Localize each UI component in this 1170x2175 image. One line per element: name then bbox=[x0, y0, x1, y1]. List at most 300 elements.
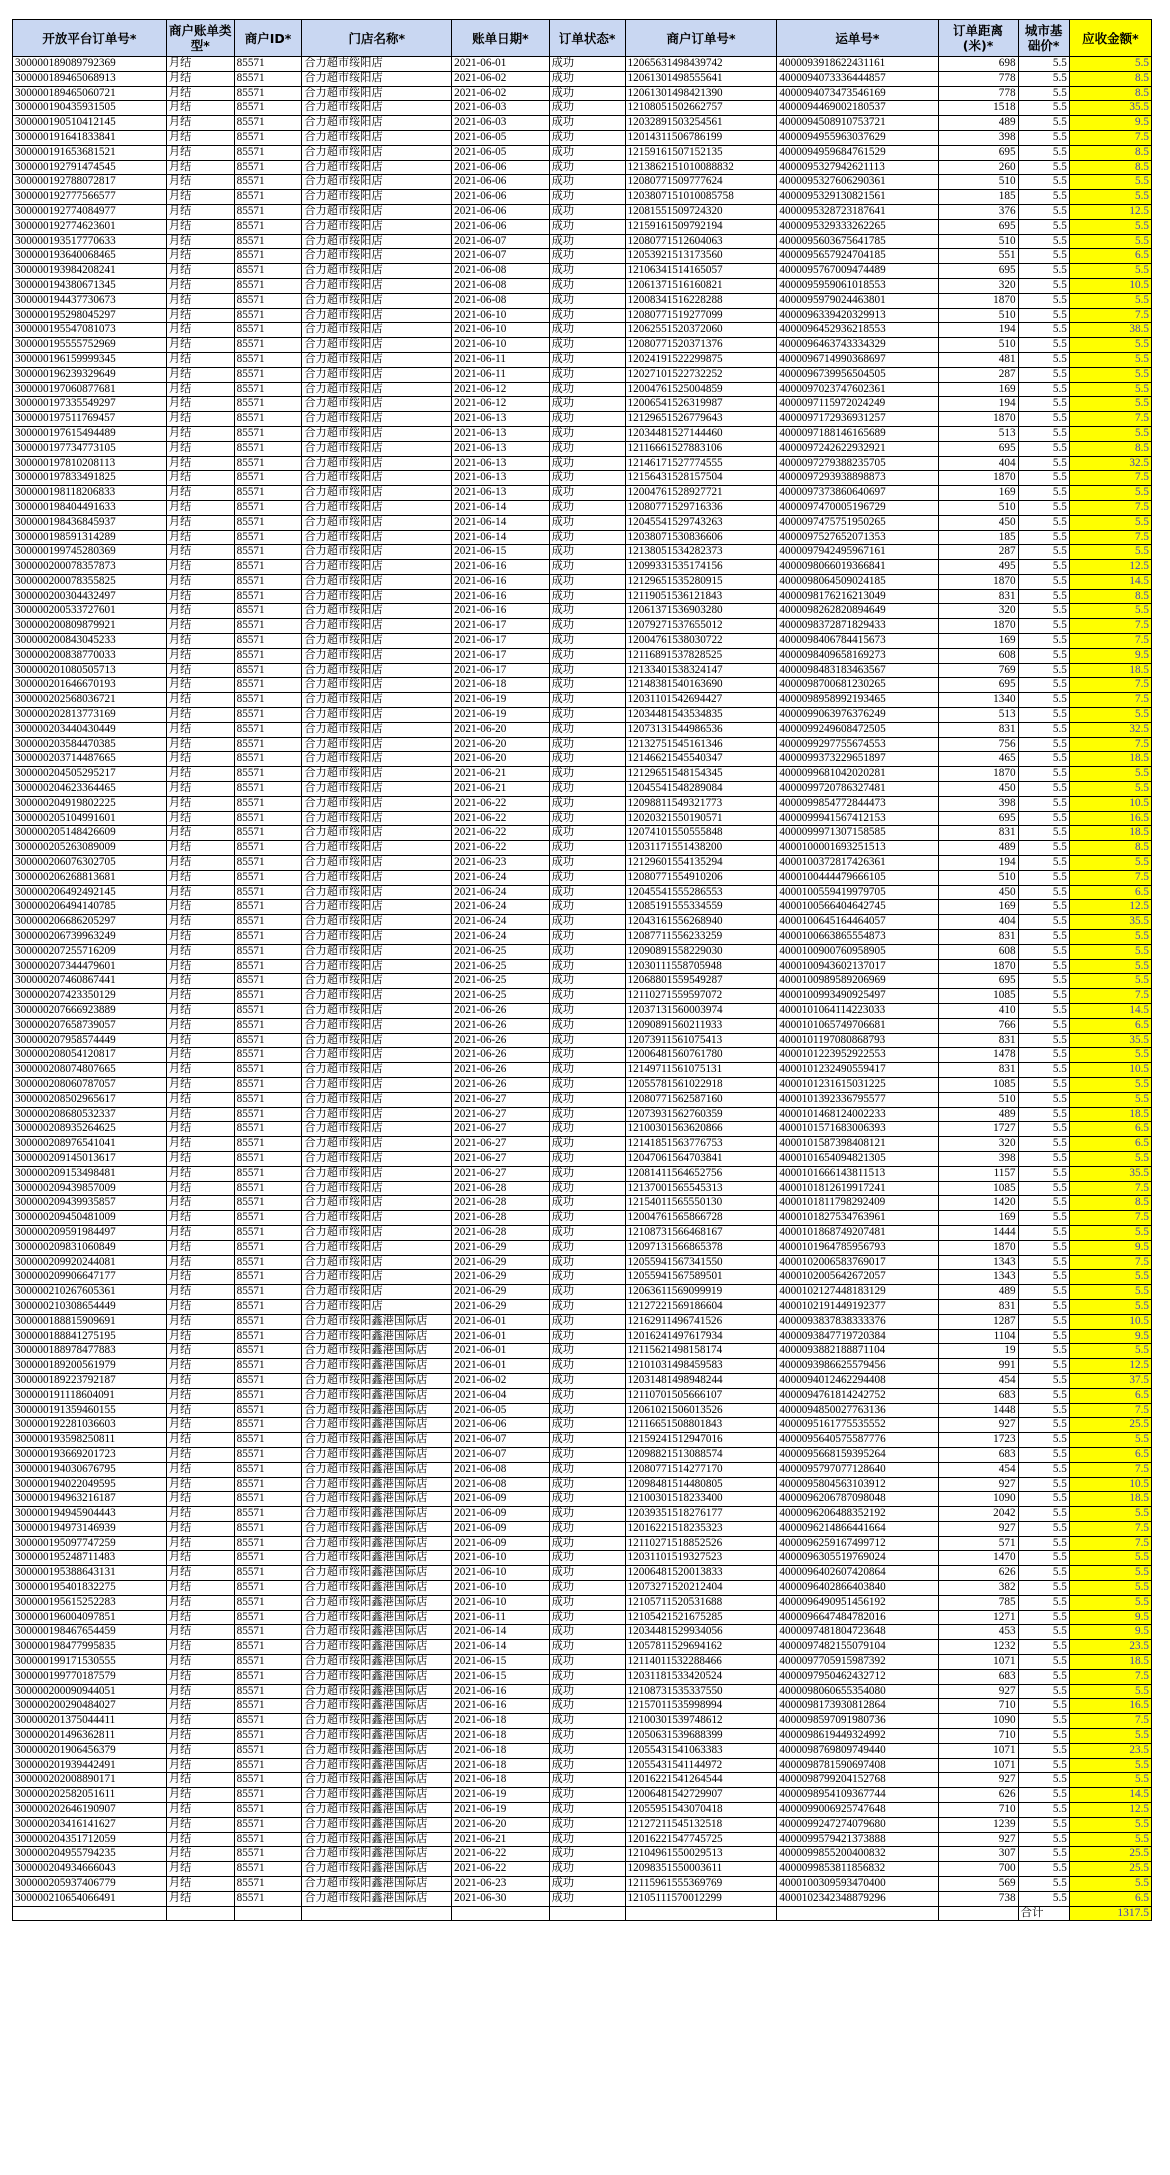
cell-open-order-id[interactable]: 300000197060877681 bbox=[13, 382, 167, 397]
cell-base-price[interactable]: 5.5 bbox=[1018, 145, 1069, 160]
cell-waybill-id[interactable]: 4000101666143811513 bbox=[777, 1166, 938, 1181]
cell-open-order-id[interactable]: 300000194963216187 bbox=[13, 1492, 167, 1507]
cell-distance[interactable]: 510 bbox=[938, 1092, 1018, 1107]
cell-receivable-amount[interactable]: 10.5 bbox=[1069, 1314, 1151, 1329]
cell-merchant-id[interactable]: 85571 bbox=[234, 1033, 302, 1048]
cell-store-name[interactable]: 合力超市绥阳鑫港国际店 bbox=[302, 1699, 452, 1714]
cell-merchant-order-id[interactable]: 12081411564652756 bbox=[625, 1166, 777, 1181]
cell-open-order-id[interactable]: 300000196004097851 bbox=[13, 1610, 167, 1625]
cell-waybill-id[interactable]: 4000099063976376249 bbox=[777, 708, 938, 723]
cell-distance[interactable]: 398 bbox=[938, 1151, 1018, 1166]
cell-merchant-id[interactable]: 85571 bbox=[234, 1803, 302, 1818]
cell-order-status[interactable]: 成功 bbox=[549, 441, 625, 456]
cell-waybill-id[interactable]: 4000099855200400832 bbox=[777, 1847, 938, 1862]
cell-base-price[interactable]: 5.5 bbox=[1018, 441, 1069, 456]
cell-distance[interactable]: 404 bbox=[938, 456, 1018, 471]
cell-base-price[interactable]: 5.5 bbox=[1018, 1314, 1069, 1329]
cell-open-order-id[interactable]: 300000189089792369 bbox=[13, 57, 167, 72]
cell-receivable-amount[interactable]: 35.5 bbox=[1069, 1033, 1151, 1048]
cell-store-name[interactable]: 合力超市绥阳店 bbox=[302, 308, 452, 323]
cell-merchant-order-id[interactable]: 12106341514165057 bbox=[625, 264, 777, 279]
cell-distance[interactable]: 1448 bbox=[938, 1403, 1018, 1418]
cell-order-status[interactable]: 成功 bbox=[549, 930, 625, 945]
total-amount[interactable]: 1317.5 bbox=[1069, 1906, 1151, 1921]
cell-distance[interactable]: 489 bbox=[938, 1107, 1018, 1122]
cell-merchant-id[interactable]: 85571 bbox=[234, 160, 302, 175]
cell-store-name[interactable]: 合力超市绥阳店 bbox=[302, 101, 452, 116]
cell-waybill-id[interactable]: 4000100993490925497 bbox=[777, 989, 938, 1004]
cell-order-status[interactable]: 成功 bbox=[549, 1329, 625, 1344]
cell-base-price[interactable]: 5.5 bbox=[1018, 1655, 1069, 1670]
cell-receivable-amount[interactable]: 5.5 bbox=[1069, 426, 1151, 441]
cell-merchant-id[interactable]: 85571 bbox=[234, 930, 302, 945]
cell-open-order-id[interactable]: 300000208502965617 bbox=[13, 1092, 167, 1107]
cell-distance[interactable]: 450 bbox=[938, 515, 1018, 530]
cell-receivable-amount[interactable]: 5.5 bbox=[1069, 367, 1151, 382]
cell-distance[interactable]: 513 bbox=[938, 708, 1018, 723]
cell-base-price[interactable]: 5.5 bbox=[1018, 264, 1069, 279]
cell-store-name[interactable]: 合力超市绥阳鑫港国际店 bbox=[302, 1418, 452, 1433]
cell-bill-type[interactable]: 月结 bbox=[166, 1122, 234, 1137]
cell-store-name[interactable]: 合力超市绥阳店 bbox=[302, 1018, 452, 1033]
cell-merchant-id[interactable]: 85571 bbox=[234, 57, 302, 72]
cell-waybill-id[interactable]: 4000095329130821561 bbox=[777, 190, 938, 205]
cell-distance[interactable]: 695 bbox=[938, 145, 1018, 160]
cell-base-price[interactable]: 5.5 bbox=[1018, 382, 1069, 397]
cell-open-order-id[interactable]: 300000191641833841 bbox=[13, 130, 167, 145]
cell-merchant-order-id[interactable]: 12133401538324147 bbox=[625, 663, 777, 678]
cell-open-order-id[interactable]: 300000189200561979 bbox=[13, 1359, 167, 1374]
cell-base-price[interactable]: 5.5 bbox=[1018, 175, 1069, 190]
cell-bill-type[interactable]: 月结 bbox=[166, 1004, 234, 1019]
cell-open-order-id[interactable]: 300000197810208113 bbox=[13, 456, 167, 471]
cell-merchant-id[interactable]: 85571 bbox=[234, 1018, 302, 1033]
cell-bill-type[interactable]: 月结 bbox=[166, 1729, 234, 1744]
cell-bill-type[interactable]: 月结 bbox=[166, 782, 234, 797]
cell-waybill-id[interactable]: 4000101223952922553 bbox=[777, 1048, 938, 1063]
cell-bill-type[interactable]: 月结 bbox=[166, 1788, 234, 1803]
cell-merchant-id[interactable]: 85571 bbox=[234, 722, 302, 737]
header-order-status[interactable]: 订单状态* bbox=[549, 20, 625, 57]
cell-base-price[interactable]: 5.5 bbox=[1018, 648, 1069, 663]
cell-store-name[interactable]: 合力超市绥阳店 bbox=[302, 1122, 452, 1137]
cell-base-price[interactable]: 5.5 bbox=[1018, 1255, 1069, 1270]
cell-receivable-amount[interactable]: 5.5 bbox=[1069, 1817, 1151, 1832]
cell-receivable-amount[interactable]: 7.5 bbox=[1069, 471, 1151, 486]
cell-store-name[interactable]: 合力超市绥阳鑫港国际店 bbox=[302, 1329, 452, 1344]
cell-store-name[interactable]: 合力超市绥阳店 bbox=[302, 204, 452, 219]
cell-open-order-id[interactable]: 300000195388643131 bbox=[13, 1566, 167, 1581]
cell-open-order-id[interactable]: 300000208074807665 bbox=[13, 1063, 167, 1078]
cell-distance[interactable]: 185 bbox=[938, 530, 1018, 545]
cell-distance[interactable]: 991 bbox=[938, 1359, 1018, 1374]
cell-merchant-order-id[interactable]: 12045541529743263 bbox=[625, 515, 777, 530]
cell-distance[interactable]: 465 bbox=[938, 752, 1018, 767]
cell-receivable-amount[interactable]: 35.5 bbox=[1069, 101, 1151, 116]
cell-merchant-order-id[interactable]: 12127221569186604 bbox=[625, 1299, 777, 1314]
cell-open-order-id[interactable]: 300000207255716209 bbox=[13, 944, 167, 959]
cell-receivable-amount[interactable]: 12.5 bbox=[1069, 560, 1151, 575]
cell-merchant-order-id[interactable]: 12031481498948244 bbox=[625, 1373, 777, 1388]
cell-merchant-id[interactable]: 85571 bbox=[234, 1166, 302, 1181]
cell-base-price[interactable]: 5.5 bbox=[1018, 1077, 1069, 1092]
cell-receivable-amount[interactable]: 10.5 bbox=[1069, 1477, 1151, 1492]
cell-waybill-id[interactable]: 4000095328723187641 bbox=[777, 204, 938, 219]
cell-bill-type[interactable]: 月结 bbox=[166, 604, 234, 619]
cell-distance[interactable]: 1085 bbox=[938, 1181, 1018, 1196]
cell-bill-type[interactable]: 月结 bbox=[166, 101, 234, 116]
cell-base-price[interactable]: 5.5 bbox=[1018, 397, 1069, 412]
cell-base-price[interactable]: 5.5 bbox=[1018, 708, 1069, 723]
cell-order-status[interactable]: 成功 bbox=[549, 1595, 625, 1610]
cell-bill-type[interactable]: 月结 bbox=[166, 1521, 234, 1536]
cell-base-price[interactable]: 5.5 bbox=[1018, 782, 1069, 797]
cell-receivable-amount[interactable]: 12.5 bbox=[1069, 900, 1151, 915]
cell-bill-type[interactable]: 月结 bbox=[166, 811, 234, 826]
cell-receivable-amount[interactable]: 35.5 bbox=[1069, 1166, 1151, 1181]
cell-distance[interactable]: 695 bbox=[938, 264, 1018, 279]
cell-merchant-id[interactable]: 85571 bbox=[234, 1314, 302, 1329]
cell-store-name[interactable]: 合力超市绥阳店 bbox=[302, 574, 452, 589]
cell-order-status[interactable]: 成功 bbox=[549, 1640, 625, 1655]
cell-order-status[interactable]: 成功 bbox=[549, 1196, 625, 1211]
cell-bill-date[interactable]: 2021-06-24 bbox=[452, 870, 549, 885]
cell-bill-date[interactable]: 2021-06-07 bbox=[452, 234, 549, 249]
cell-receivable-amount[interactable]: 18.5 bbox=[1069, 752, 1151, 767]
cell-base-price[interactable]: 5.5 bbox=[1018, 1862, 1069, 1877]
cell-distance[interactable]: 185 bbox=[938, 190, 1018, 205]
cell-distance[interactable]: 710 bbox=[938, 1699, 1018, 1714]
cell-bill-date[interactable]: 2021-06-10 bbox=[452, 338, 549, 353]
cell-store-name[interactable]: 合力超市绥阳店 bbox=[302, 323, 452, 338]
cell-bill-type[interactable]: 月结 bbox=[166, 1270, 234, 1285]
cell-store-name[interactable]: 合力超市绥阳鑫港国际店 bbox=[302, 1832, 452, 1847]
cell-bill-date[interactable]: 2021-06-29 bbox=[452, 1255, 549, 1270]
cell-merchant-order-id[interactable]: 12055941567589501 bbox=[625, 1270, 777, 1285]
cell-waybill-id[interactable]: 4000096647484782016 bbox=[777, 1610, 938, 1625]
cell-bill-date[interactable]: 2021-06-18 bbox=[452, 1743, 549, 1758]
cell-merchant-id[interactable]: 85571 bbox=[234, 293, 302, 308]
cell-waybill-id[interactable]: 4000098066019366841 bbox=[777, 560, 938, 575]
cell-base-price[interactable]: 5.5 bbox=[1018, 1373, 1069, 1388]
cell-waybill-id[interactable]: 4000100444479666105 bbox=[777, 870, 938, 885]
cell-waybill-id[interactable]: 4000099854772844473 bbox=[777, 796, 938, 811]
cell-receivable-amount[interactable]: 8.5 bbox=[1069, 1196, 1151, 1211]
cell-waybill-id[interactable]: 4000100900760958905 bbox=[777, 944, 938, 959]
cell-receivable-amount[interactable]: 37.5 bbox=[1069, 1373, 1151, 1388]
cell-open-order-id[interactable]: 300000206686205297 bbox=[13, 915, 167, 930]
cell-order-status[interactable]: 成功 bbox=[549, 1137, 625, 1152]
cell-store-name[interactable]: 合力超市绥阳鑫港国际店 bbox=[302, 1743, 452, 1758]
cell-merchant-order-id[interactable]: 12116891537828525 bbox=[625, 648, 777, 663]
cell-store-name[interactable]: 合力超市绥阳店 bbox=[302, 930, 452, 945]
cell-bill-type[interactable]: 月结 bbox=[166, 397, 234, 412]
cell-bill-type[interactable]: 月结 bbox=[166, 338, 234, 353]
cell-merchant-order-id[interactable]: 1203807151010085758 bbox=[625, 190, 777, 205]
cell-distance[interactable]: 1071 bbox=[938, 1743, 1018, 1758]
cell-receivable-amount[interactable]: 5.5 bbox=[1069, 219, 1151, 234]
cell-bill-type[interactable]: 月结 bbox=[166, 308, 234, 323]
cell-distance[interactable]: 169 bbox=[938, 900, 1018, 915]
cell-bill-date[interactable]: 2021-06-14 bbox=[452, 500, 549, 515]
cell-waybill-id[interactable]: 4000101232490559417 bbox=[777, 1063, 938, 1078]
cell-bill-type[interactable]: 月结 bbox=[166, 796, 234, 811]
cell-distance[interactable]: 756 bbox=[938, 737, 1018, 752]
cell-waybill-id[interactable]: 4000099681042020281 bbox=[777, 767, 938, 782]
cell-bill-date[interactable]: 2021-06-03 bbox=[452, 101, 549, 116]
cell-receivable-amount[interactable]: 7.5 bbox=[1069, 1181, 1151, 1196]
cell-order-status[interactable]: 成功 bbox=[549, 352, 625, 367]
cell-bill-type[interactable]: 月结 bbox=[166, 175, 234, 190]
cell-merchant-order-id[interactable]: 12159241512947016 bbox=[625, 1433, 777, 1448]
cell-merchant-order-id[interactable]: 12108051502662757 bbox=[625, 101, 777, 116]
cell-distance[interactable]: 927 bbox=[938, 1684, 1018, 1699]
cell-waybill-id[interactable]: 4000100989589206969 bbox=[777, 974, 938, 989]
cell-distance[interactable]: 831 bbox=[938, 1063, 1018, 1078]
cell-merchant-order-id[interactable]: 12073271520212404 bbox=[625, 1581, 777, 1596]
cell-bill-date[interactable]: 2021-06-01 bbox=[452, 1329, 549, 1344]
cell-order-status[interactable]: 成功 bbox=[549, 974, 625, 989]
cell-bill-type[interactable]: 月结 bbox=[166, 1832, 234, 1847]
cell-order-status[interactable]: 成功 bbox=[549, 870, 625, 885]
cell-bill-date[interactable]: 2021-06-13 bbox=[452, 456, 549, 471]
cell-bill-type[interactable]: 月结 bbox=[166, 545, 234, 560]
cell-waybill-id[interactable]: 4000094959684761529 bbox=[777, 145, 938, 160]
cell-distance[interactable]: 287 bbox=[938, 367, 1018, 382]
cell-order-status[interactable]: 成功 bbox=[549, 1669, 625, 1684]
cell-open-order-id[interactable]: 300000192774084977 bbox=[13, 204, 167, 219]
cell-receivable-amount[interactable]: 7.5 bbox=[1069, 500, 1151, 515]
cell-bill-date[interactable]: 2021-06-29 bbox=[452, 1270, 549, 1285]
cell-distance[interactable]: 683 bbox=[938, 1447, 1018, 1462]
cell-bill-type[interactable]: 月结 bbox=[166, 130, 234, 145]
cell-order-status[interactable]: 成功 bbox=[549, 989, 625, 1004]
cell-merchant-id[interactable]: 85571 bbox=[234, 1640, 302, 1655]
cell-merchant-id[interactable]: 85571 bbox=[234, 648, 302, 663]
cell-open-order-id[interactable]: 300000200078355825 bbox=[13, 574, 167, 589]
cell-waybill-id[interactable]: 4000100559419979705 bbox=[777, 885, 938, 900]
cell-open-order-id[interactable]: 300000193517770633 bbox=[13, 234, 167, 249]
cell-order-status[interactable]: 成功 bbox=[549, 1832, 625, 1847]
cell-order-status[interactable]: 成功 bbox=[549, 1891, 625, 1906]
cell-bill-date[interactable]: 2021-06-11 bbox=[452, 352, 549, 367]
cell-merchant-id[interactable]: 85571 bbox=[234, 841, 302, 856]
cell-merchant-order-id[interactable]: 12129651526779643 bbox=[625, 412, 777, 427]
cell-bill-date[interactable]: 2021-06-27 bbox=[452, 1137, 549, 1152]
cell-bill-type[interactable]: 月结 bbox=[166, 1018, 234, 1033]
cell-open-order-id[interactable]: 300000200290484027 bbox=[13, 1699, 167, 1714]
cell-bill-date[interactable]: 2021-06-04 bbox=[452, 1388, 549, 1403]
cell-base-price[interactable]: 5.5 bbox=[1018, 57, 1069, 72]
cell-store-name[interactable]: 合力超市绥阳店 bbox=[302, 1033, 452, 1048]
cell-bill-type[interactable]: 月结 bbox=[166, 219, 234, 234]
cell-base-price[interactable]: 5.5 bbox=[1018, 1832, 1069, 1847]
cell-order-status[interactable]: 成功 bbox=[549, 1240, 625, 1255]
cell-bill-type[interactable]: 月结 bbox=[166, 204, 234, 219]
cell-bill-type[interactable]: 月结 bbox=[166, 1107, 234, 1122]
cell-receivable-amount[interactable]: 8.5 bbox=[1069, 841, 1151, 856]
cell-open-order-id[interactable]: 300000209439857009 bbox=[13, 1181, 167, 1196]
cell-base-price[interactable]: 5.5 bbox=[1018, 1063, 1069, 1078]
cell-bill-date[interactable]: 2021-06-19 bbox=[452, 708, 549, 723]
cell-merchant-order-id[interactable]: 12038071530836606 bbox=[625, 530, 777, 545]
cell-base-price[interactable]: 5.5 bbox=[1018, 204, 1069, 219]
cell-merchant-order-id[interactable]: 12062551520372060 bbox=[625, 323, 777, 338]
cell-bill-date[interactable]: 2021-06-15 bbox=[452, 1655, 549, 1670]
cell-base-price[interactable]: 5.5 bbox=[1018, 515, 1069, 530]
cell-waybill-id[interactable]: 4000102006583769017 bbox=[777, 1255, 938, 1270]
cell-bill-date[interactable]: 2021-06-29 bbox=[452, 1299, 549, 1314]
cell-store-name[interactable]: 合力超市绥阳店 bbox=[302, 190, 452, 205]
cell-store-name[interactable]: 合力超市绥阳鑫港国际店 bbox=[302, 1640, 452, 1655]
cell-bill-type[interactable]: 月结 bbox=[166, 1714, 234, 1729]
cell-merchant-id[interactable]: 85571 bbox=[234, 145, 302, 160]
cell-order-status[interactable]: 成功 bbox=[549, 1536, 625, 1551]
cell-merchant-order-id[interactable]: 12020321550190571 bbox=[625, 811, 777, 826]
cell-bill-date[interactable]: 2021-06-18 bbox=[452, 678, 549, 693]
cell-bill-date[interactable]: 2021-06-25 bbox=[452, 959, 549, 974]
cell-open-order-id[interactable]: 300000198118206833 bbox=[13, 486, 167, 501]
cell-bill-type[interactable]: 月结 bbox=[166, 1803, 234, 1818]
cell-bill-type[interactable]: 月结 bbox=[166, 900, 234, 915]
cell-waybill-id[interactable]: 4000093847719720384 bbox=[777, 1329, 938, 1344]
header-merchant-id[interactable]: 商户ID* bbox=[234, 20, 302, 57]
cell-bill-date[interactable]: 2021-06-27 bbox=[452, 1092, 549, 1107]
cell-waybill-id[interactable]: 4000097470005196729 bbox=[777, 500, 938, 515]
cell-distance[interactable]: 2042 bbox=[938, 1507, 1018, 1522]
cell-store-name[interactable]: 合力超市绥阳鑫港国际店 bbox=[302, 1521, 452, 1536]
cell-waybill-id[interactable]: 4000095797077128640 bbox=[777, 1462, 938, 1477]
cell-base-price[interactable]: 5.5 bbox=[1018, 426, 1069, 441]
cell-receivable-amount[interactable]: 5.5 bbox=[1069, 1048, 1151, 1063]
cell-open-order-id[interactable]: 300000209145013617 bbox=[13, 1151, 167, 1166]
cell-merchant-id[interactable]: 85571 bbox=[234, 959, 302, 974]
cell-merchant-order-id[interactable]: 12006481560761780 bbox=[625, 1048, 777, 1063]
cell-distance[interactable]: 450 bbox=[938, 885, 1018, 900]
cell-open-order-id[interactable]: 300000202008890171 bbox=[13, 1773, 167, 1788]
cell-bill-date[interactable]: 2021-06-17 bbox=[452, 648, 549, 663]
cell-order-status[interactable]: 成功 bbox=[549, 1092, 625, 1107]
cell-merchant-order-id[interactable]: 12132751545161346 bbox=[625, 737, 777, 752]
cell-merchant-order-id[interactable]: 12080771512604063 bbox=[625, 234, 777, 249]
cell-order-status[interactable]: 成功 bbox=[549, 1492, 625, 1507]
cell-merchant-order-id[interactable]: 12081551509724320 bbox=[625, 204, 777, 219]
cell-order-status[interactable]: 成功 bbox=[549, 1477, 625, 1492]
cell-order-status[interactable]: 成功 bbox=[549, 308, 625, 323]
cell-open-order-id[interactable]: 300000203714487665 bbox=[13, 752, 167, 767]
cell-bill-type[interactable]: 月结 bbox=[166, 663, 234, 678]
cell-store-name[interactable]: 合力超市绥阳店 bbox=[302, 1151, 452, 1166]
cell-bill-date[interactable]: 2021-06-06 bbox=[452, 1418, 549, 1433]
cell-order-status[interactable]: 成功 bbox=[549, 1122, 625, 1137]
cell-distance[interactable]: 194 bbox=[938, 397, 1018, 412]
cell-receivable-amount[interactable]: 5.5 bbox=[1069, 397, 1151, 412]
cell-base-price[interactable]: 5.5 bbox=[1018, 86, 1069, 101]
cell-merchant-order-id[interactable]: 12057811529694162 bbox=[625, 1640, 777, 1655]
cell-bill-date[interactable]: 2021-06-13 bbox=[452, 486, 549, 501]
cell-receivable-amount[interactable]: 7.5 bbox=[1069, 1403, 1151, 1418]
cell-bill-type[interactable]: 月结 bbox=[166, 1196, 234, 1211]
cell-order-status[interactable]: 成功 bbox=[549, 471, 625, 486]
cell-bill-type[interactable]: 月结 bbox=[166, 1581, 234, 1596]
cell-store-name[interactable]: 合力超市绥阳店 bbox=[302, 234, 452, 249]
cell-receivable-amount[interactable]: 7.5 bbox=[1069, 989, 1151, 1004]
cell-bill-type[interactable]: 月结 bbox=[166, 1507, 234, 1522]
cell-open-order-id[interactable]: 300000200304432497 bbox=[13, 589, 167, 604]
cell-merchant-order-id[interactable]: 12080771509777624 bbox=[625, 175, 777, 190]
cell-store-name[interactable]: 合力超市绥阳店 bbox=[302, 1181, 452, 1196]
cell-bill-type[interactable]: 月结 bbox=[166, 1225, 234, 1240]
cell-waybill-id[interactable]: 4000100645164464057 bbox=[777, 915, 938, 930]
cell-merchant-id[interactable]: 85571 bbox=[234, 663, 302, 678]
cell-merchant-order-id[interactable]: 12031181533420524 bbox=[625, 1669, 777, 1684]
cell-merchant-order-id[interactable]: 12080771554910206 bbox=[625, 870, 777, 885]
cell-merchant-order-id[interactable]: 12159161509792194 bbox=[625, 219, 777, 234]
cell-base-price[interactable]: 5.5 bbox=[1018, 974, 1069, 989]
cell-base-price[interactable]: 5.5 bbox=[1018, 1817, 1069, 1832]
cell-receivable-amount[interactable]: 5.5 bbox=[1069, 1077, 1151, 1092]
cell-open-order-id[interactable]: 300000192777566577 bbox=[13, 190, 167, 205]
cell-distance[interactable]: 510 bbox=[938, 870, 1018, 885]
cell-bill-date[interactable]: 2021-06-09 bbox=[452, 1492, 549, 1507]
cell-distance[interactable]: 287 bbox=[938, 545, 1018, 560]
cell-bill-type[interactable]: 月结 bbox=[166, 412, 234, 427]
cell-distance[interactable]: 1104 bbox=[938, 1329, 1018, 1344]
cell-order-status[interactable]: 成功 bbox=[549, 560, 625, 575]
cell-store-name[interactable]: 合力超市绥阳店 bbox=[302, 737, 452, 752]
cell-order-status[interactable]: 成功 bbox=[549, 1299, 625, 1314]
cell-bill-date[interactable]: 2021-06-20 bbox=[452, 737, 549, 752]
cell-waybill-id[interactable]: 4000099373229651897 bbox=[777, 752, 938, 767]
cell-store-name[interactable]: 合力超市绥阳店 bbox=[302, 160, 452, 175]
cell-merchant-order-id[interactable]: 12119051536121843 bbox=[625, 589, 777, 604]
cell-merchant-order-id[interactable]: 12080771519277099 bbox=[625, 308, 777, 323]
cell-bill-type[interactable]: 月结 bbox=[166, 1877, 234, 1892]
cell-merchant-id[interactable]: 85571 bbox=[234, 1270, 302, 1285]
cell-merchant-id[interactable]: 85571 bbox=[234, 1862, 302, 1877]
cell-distance[interactable]: 169 bbox=[938, 634, 1018, 649]
cell-bill-type[interactable]: 月结 bbox=[166, 190, 234, 205]
cell-store-name[interactable]: 合力超市绥阳店 bbox=[302, 1063, 452, 1078]
cell-base-price[interactable]: 5.5 bbox=[1018, 1018, 1069, 1033]
cell-waybill-id[interactable]: 4000096305519769024 bbox=[777, 1551, 938, 1566]
cell-receivable-amount[interactable]: 7.5 bbox=[1069, 737, 1151, 752]
cell-distance[interactable]: 831 bbox=[938, 930, 1018, 945]
cell-bill-date[interactable]: 2021-06-03 bbox=[452, 116, 549, 131]
cell-merchant-order-id[interactable]: 12080771520371376 bbox=[625, 338, 777, 353]
cell-open-order-id[interactable]: 300000191118604091 bbox=[13, 1388, 167, 1403]
cell-waybill-id[interactable]: 4000097242622932921 bbox=[777, 441, 938, 456]
cell-base-price[interactable]: 5.5 bbox=[1018, 293, 1069, 308]
cell-order-status[interactable]: 成功 bbox=[549, 1255, 625, 1270]
cell-receivable-amount[interactable]: 5.5 bbox=[1069, 264, 1151, 279]
cell-open-order-id[interactable]: 300000204919802225 bbox=[13, 796, 167, 811]
cell-open-order-id[interactable]: 300000206076302705 bbox=[13, 856, 167, 871]
cell-receivable-amount[interactable]: 5.5 bbox=[1069, 1551, 1151, 1566]
cell-bill-type[interactable]: 月结 bbox=[166, 1211, 234, 1226]
cell-waybill-id[interactable]: 4000101868749207481 bbox=[777, 1225, 938, 1240]
cell-receivable-amount[interactable]: 5.5 bbox=[1069, 1595, 1151, 1610]
cell-bill-date[interactable]: 2021-06-14 bbox=[452, 530, 549, 545]
cell-store-name[interactable]: 合力超市绥阳店 bbox=[302, 1077, 452, 1092]
cell-base-price[interactable]: 5.5 bbox=[1018, 500, 1069, 515]
cell-bill-date[interactable]: 2021-06-20 bbox=[452, 1817, 549, 1832]
cell-distance[interactable]: 1343 bbox=[938, 1255, 1018, 1270]
cell-order-status[interactable]: 成功 bbox=[549, 722, 625, 737]
cell-distance[interactable]: 307 bbox=[938, 1847, 1018, 1862]
cell-order-status[interactable]: 成功 bbox=[549, 86, 625, 101]
cell-order-status[interactable]: 成功 bbox=[549, 397, 625, 412]
